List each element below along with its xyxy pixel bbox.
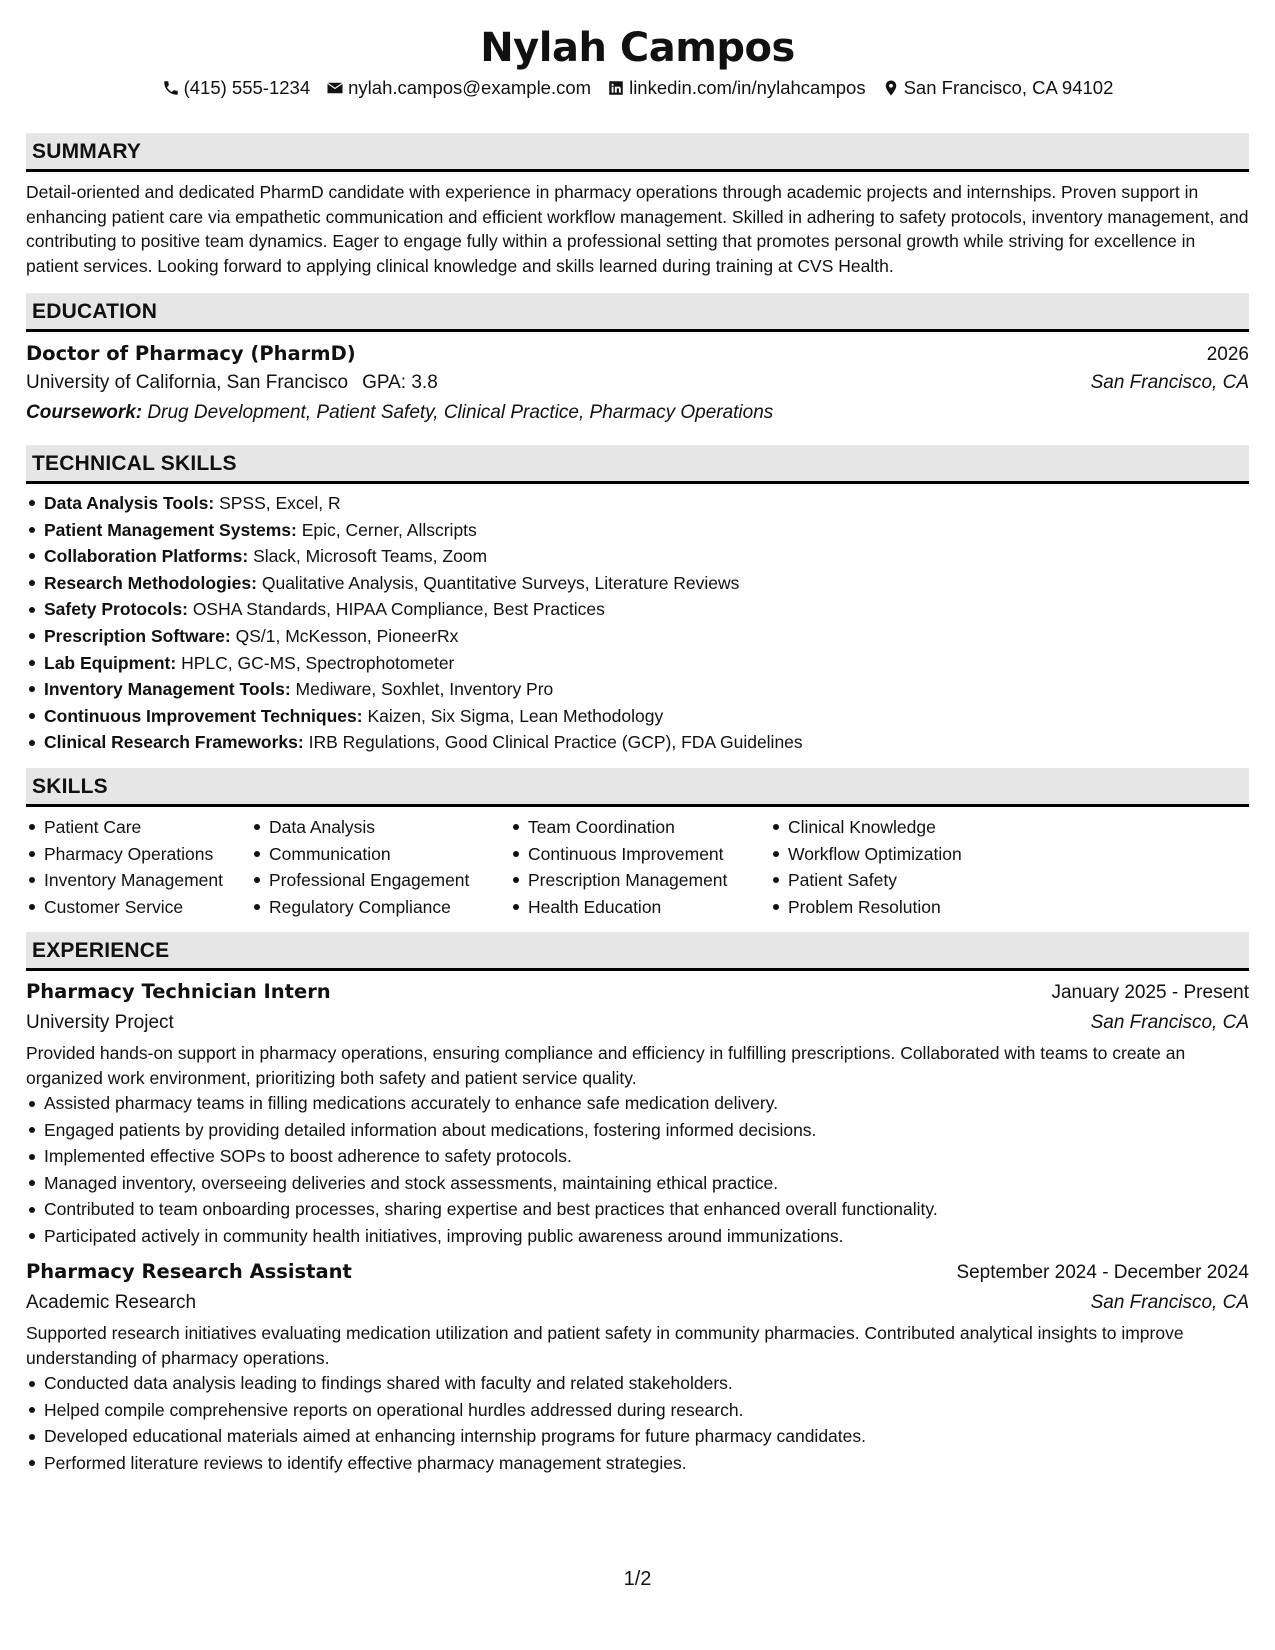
skill-category-label: Inventory Management Tools:	[44, 679, 291, 700]
skill-category-label: Research Methodologies:	[44, 572, 257, 593]
coursework-list: Drug Development, Patient Safety, Clinical Practice, Pharmacy Operations	[147, 402, 774, 423]
job-dates: January 2025 - Present	[1051, 982, 1249, 1004]
gpa: GPA: 3.8	[362, 372, 438, 393]
job-dates: September 2024 - December 2024	[956, 1262, 1249, 1284]
list-item	[26, 490, 1249, 517]
list-item: Contributed to team onboarding processes, sharing expertise and best practices that enhanced overall functionality.	[26, 1196, 1249, 1223]
job-subheader	[26, 1007, 1249, 1038]
section-heading-education: EDUCATION	[26, 293, 1249, 332]
list-item: Professional Engagement	[251, 867, 510, 894]
linkedin-text[interactable]: linkedin.com/in/nylahcampos	[629, 77, 866, 98]
contact-phone	[162, 76, 311, 100]
list-item: Workflow Optimization	[770, 841, 1030, 868]
skill-category-value: IRB Regulations, Good Clinical Practice (GCP), FDA Guidelines	[308, 732, 803, 753]
skill-category-label: Clinical Research Frameworks:	[44, 732, 304, 753]
skill-category-value: Slack, Microsoft Teams, Zoom	[253, 546, 488, 567]
job-location: San Francisco, CA	[1090, 1292, 1249, 1314]
list-item: Performed literature reviews to identify effective pharmacy management strategies.	[26, 1450, 1249, 1477]
skill-category-value: Qualitative Analysis, Quantitative Surveys, Literature Reviews	[261, 572, 740, 593]
list-item: Assisted pharmacy teams in filling medications accurately to enhance safe medication delivery.	[26, 1090, 1249, 1117]
list-item: Customer Service	[26, 894, 251, 921]
job-bullets	[26, 1370, 1249, 1476]
list-item: Patient Care	[26, 814, 251, 841]
list-item	[26, 517, 1249, 544]
skill-category-value: QS/1, McKesson, PioneerRx	[235, 625, 459, 646]
job-description: Provided hands-on support in pharmacy operations, ensuring compliance and efficiency in fulfilling prescriptions. Collaborated with teams to create an organized work environment, prioritizing both safety and patient service quality.	[26, 1043, 1186, 1088]
skills-column-4	[770, 814, 1030, 920]
job-org: University Project	[26, 1012, 174, 1034]
job-title: Pharmacy Research Assistant	[26, 1260, 352, 1284]
skill-category-value: Epic, Cerner, Allscripts	[301, 519, 477, 540]
list-item	[26, 596, 1249, 623]
summary-text: Detail-oriented and dedicated PharmD candidate with experience in pharmacy operations through academic projects and internships. Proven support in enhancing patient care via empathetic communication and efficient workflow management. Skilled in adhering to safety protocols, inventory management, and contributing to positive team dynamics. Eager to engage fully within a professional setting that promotes personal growth while striving for excellence in patient services. Looking forward to applying clinical knowledge and skills learned during training at CVS Health.	[26, 182, 1249, 276]
job-header	[26, 977, 1249, 1007]
job-description: Supported research initiatives evaluating medication utilization and patient safety in community pharmacies. Contributed analytical insights to improve understanding of pharmacy operations.	[26, 1323, 1184, 1368]
skills-column-3	[510, 814, 770, 920]
experience-entry	[26, 977, 1249, 1249]
experience-entry	[26, 1257, 1249, 1476]
job-org: Academic Research	[26, 1292, 197, 1314]
phone-icon	[162, 79, 180, 97]
job-title: Pharmacy Technician Intern	[26, 980, 331, 1004]
skills-column-2	[251, 814, 510, 920]
list-item: Clinical Knowledge	[770, 814, 1030, 841]
contact-email[interactable]	[326, 76, 591, 100]
candidate-name: Nylah Campos	[480, 25, 795, 71]
email-text[interactable]: nylah.campos@example.com	[348, 77, 592, 98]
list-item: Managed inventory, overseeing deliveries and stock assessments, maintaining ethical practice.	[26, 1170, 1249, 1197]
list-item: Communication	[251, 841, 510, 868]
education-row-2	[26, 368, 1249, 398]
skill-category-label: Lab Equipment:	[44, 652, 177, 673]
list-item: Developed educational materials aimed at enhancing internship programs for future pharmacy candidates.	[26, 1423, 1249, 1450]
location-text: San Francisco, CA 94102	[903, 77, 1114, 98]
list-item: Implemented effective SOPs to boost adherence to safety protocols.	[26, 1143, 1249, 1170]
list-item	[26, 729, 1249, 756]
coursework-line	[26, 398, 1249, 428]
list-item	[26, 570, 1249, 597]
map-pin-icon	[882, 79, 900, 97]
envelope-icon	[326, 79, 344, 97]
list-item	[26, 676, 1249, 703]
list-item: Pharmacy Operations	[26, 841, 251, 868]
list-item: Inventory Management	[26, 867, 251, 894]
phone-text: (415) 555-1234	[183, 77, 311, 98]
list-item: Conducted data analysis leading to findings shared with faculty and related stakeholders.	[26, 1370, 1249, 1397]
skill-category-value: SPSS, Excel, R	[219, 493, 341, 513]
list-item	[26, 543, 1249, 570]
list-item: Participated actively in community health initiatives, improving public awareness around immunizations.	[26, 1223, 1249, 1250]
skill-category-value: OSHA Standards, HIPAA Compliance, Best Practices	[192, 599, 605, 620]
skill-category-label: Safety Protocols:	[44, 599, 188, 620]
education-location: San Francisco, CA	[1090, 372, 1249, 393]
section-heading-technical-skills: TECHNICAL SKILLS	[26, 445, 1249, 484]
contact-bar	[26, 76, 1249, 100]
coursework-label: Coursework:	[26, 402, 143, 423]
list-item	[26, 650, 1249, 677]
section-heading-summary: SUMMARY	[26, 133, 1249, 172]
skill-category-label: Patient Management Systems:	[44, 519, 297, 540]
education-year: 2026	[1206, 344, 1249, 365]
section-heading-skills: SKILLS	[26, 768, 1249, 807]
linkedin-icon	[607, 79, 625, 97]
list-item: Continuous Improvement	[510, 841, 770, 868]
contact-location	[882, 76, 1114, 100]
job-header	[26, 1257, 1249, 1287]
list-item	[26, 623, 1249, 650]
skill-category-label: Continuous Improvement Techniques:	[44, 705, 363, 726]
skill-category-value: HPLC, GC-MS, Spectrophotometer	[181, 652, 455, 673]
list-item: Data Analysis	[251, 814, 510, 841]
skills-column-1	[26, 814, 251, 920]
list-item: Engaged patients by providing detailed information about medications, fostering informed decisions.	[26, 1117, 1249, 1144]
list-item: Prescription Management	[510, 867, 770, 894]
list-item: Helped compile comprehensive reports on operational hurdles addressed during research.	[26, 1397, 1249, 1424]
skill-category-value: Kaizen, Six Sigma, Lean Methodology	[367, 705, 664, 726]
list-item: Regulatory Compliance	[251, 894, 510, 921]
section-heading-experience: EXPERIENCE	[26, 932, 1249, 971]
skill-category-label: Prescription Software:	[44, 625, 231, 646]
page-number: 1/2	[623, 1568, 652, 1590]
skills-grid	[26, 814, 1249, 920]
list-item: Team Coordination	[510, 814, 770, 841]
list-item: Problem Resolution	[770, 894, 1030, 921]
degree-title: Doctor of Pharmacy (PharmD)	[26, 342, 356, 365]
job-bullets	[26, 1090, 1249, 1249]
education-row-1	[26, 339, 1249, 368]
job-location: San Francisco, CA	[1090, 1012, 1249, 1034]
job-subheader	[26, 1287, 1249, 1318]
list-item	[26, 703, 1249, 730]
contact-linkedin[interactable]	[607, 76, 866, 100]
skill-category-label: Data Analysis Tools:	[44, 493, 215, 513]
school-name: University of California, San Francisco	[26, 372, 349, 393]
technical-skills-list	[26, 490, 1249, 756]
list-item: Patient Safety	[770, 867, 1030, 894]
list-item: Health Education	[510, 894, 770, 921]
skill-category-label: Collaboration Platforms:	[44, 546, 249, 567]
education-school-line	[26, 368, 438, 398]
skill-category-value: Mediware, Soxhlet, Inventory Pro	[295, 679, 554, 700]
